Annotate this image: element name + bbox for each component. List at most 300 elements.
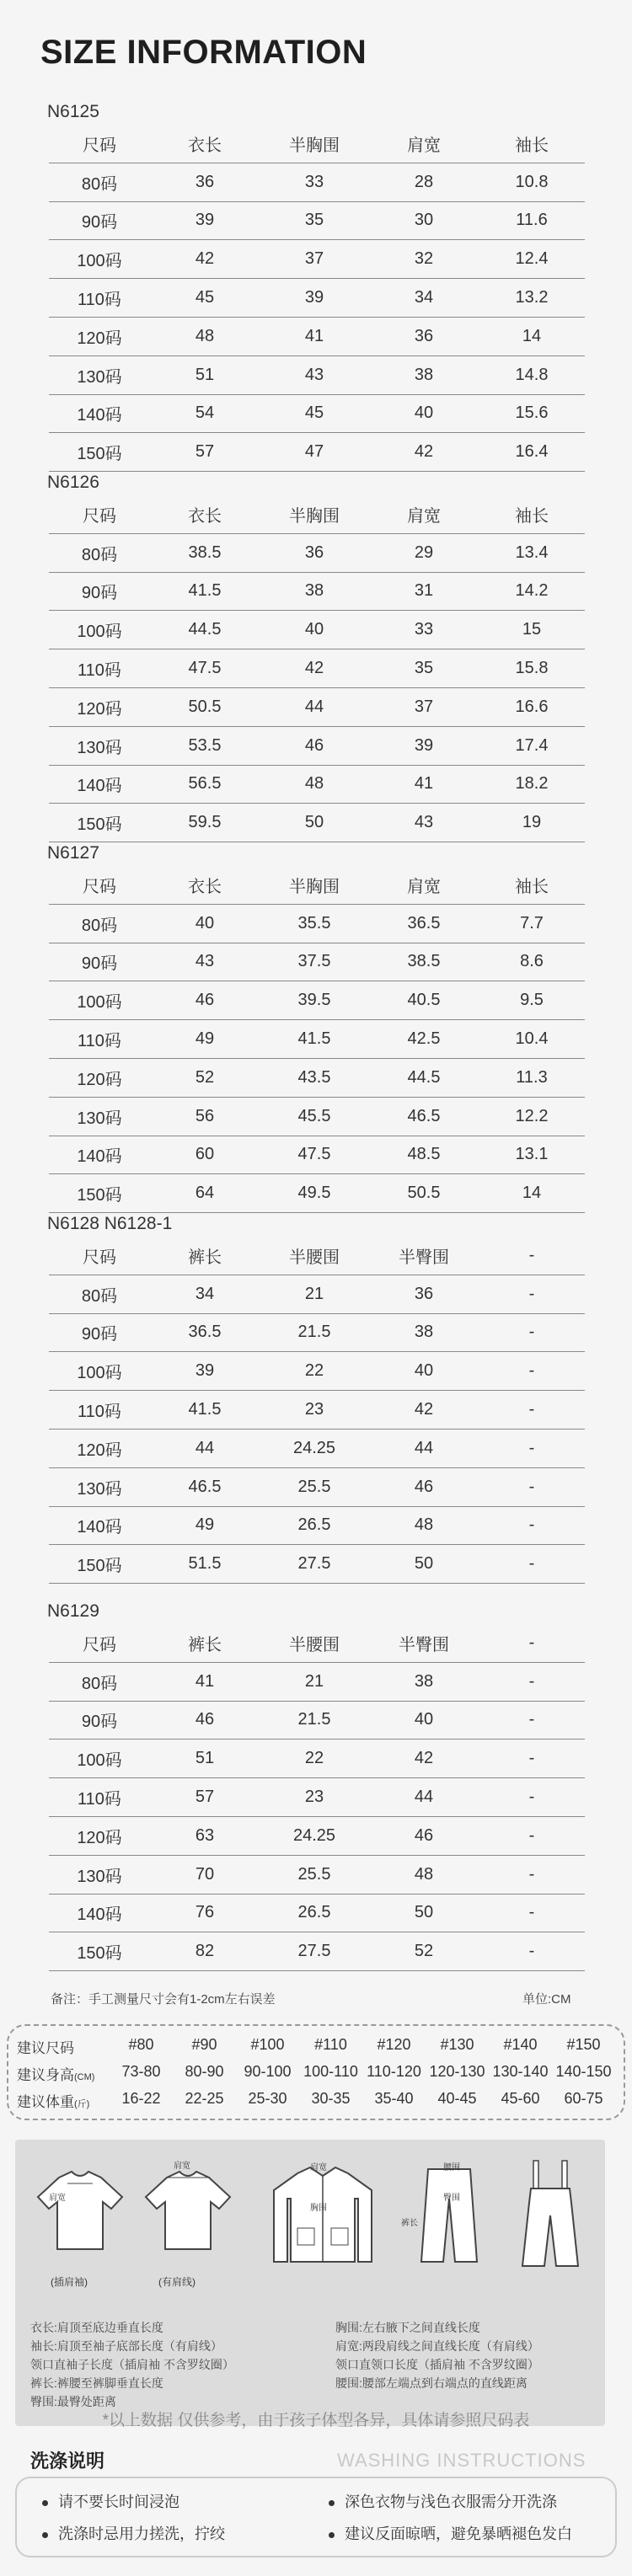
table-cell: 35 (414, 659, 434, 678)
table-cell: 16.4 (515, 442, 549, 462)
table-cell: 35.5 (297, 913, 331, 933)
table-cell: - (528, 1361, 535, 1381)
column-header: - (528, 1245, 535, 1264)
table-cell: 13.1 (515, 1145, 549, 1164)
size-table (49, 99, 585, 472)
table-cell: 57 (195, 1788, 215, 1807)
table-cell: 37 (414, 697, 434, 716)
column-header: 半臀围 (399, 1248, 449, 1267)
recommend-panel (7, 2024, 625, 2120)
recommend-weight: 45-60 (501, 2090, 540, 2107)
table-row (49, 1932, 585, 1971)
table-cell: 14.2 (515, 581, 549, 601)
table-cell: 80码 (81, 545, 118, 564)
table-cell: 49 (195, 1029, 215, 1049)
column-header: 衣长 (188, 877, 222, 896)
table-cell: 120码 (77, 1440, 122, 1460)
overalls-icon (512, 2156, 588, 2274)
table-cell: 38 (304, 581, 324, 601)
table-cell: 30 (414, 211, 434, 230)
recommend-height: 120-130 (429, 2063, 485, 2080)
table-cell: 100码 (77, 993, 122, 1013)
table-row (49, 1352, 585, 1391)
table-row (49, 1468, 585, 1507)
table-cell: 44 (414, 1788, 434, 1807)
table-row (49, 905, 585, 943)
shoulder-label: 肩宽 (310, 2163, 327, 2172)
column-header: 肩宽 (407, 136, 441, 155)
table-cell: 40 (195, 913, 215, 933)
table-row (49, 1856, 585, 1895)
table-cell: 150码 (77, 1944, 122, 1964)
table-cell: 29 (414, 542, 434, 562)
unit-label: 单位:CM (522, 1992, 571, 2007)
size-table (49, 1599, 585, 1971)
table-cell: 64 (195, 1184, 215, 1203)
table-cell: 52 (414, 1942, 434, 1961)
table-cell: 40 (304, 620, 324, 639)
table-cell: 38.5 (407, 952, 441, 971)
table-cell: 130码 (77, 1109, 122, 1128)
table-cell: 80码 (81, 916, 118, 935)
table-cell: - (528, 1788, 535, 1807)
table-cell: 33 (414, 620, 434, 639)
table-cell: 90码 (81, 1325, 118, 1344)
washing-item: 洗涤时忌用力搓洗，拧绞 (42, 2522, 225, 2544)
table-cell: 9.5 (520, 991, 544, 1010)
table-cell: 23 (304, 1400, 324, 1419)
table-cell: 46.5 (188, 1477, 222, 1496)
table-cell: - (528, 1749, 535, 1768)
product-code: N6126 (47, 473, 99, 492)
table-cell: - (528, 1477, 535, 1496)
recommend-size: #80 (128, 2036, 154, 2053)
seam-tshirt-icon (142, 2165, 234, 2266)
column-header: 半臀围 (399, 1635, 449, 1654)
table-cell: - (528, 1400, 535, 1419)
table-row (49, 433, 585, 472)
table-cell: 36 (304, 542, 324, 562)
table-cell: 37 (304, 249, 324, 269)
table-cell: 50 (414, 1554, 434, 1574)
column-header: 半腰围 (289, 1248, 340, 1267)
table-cell: 41.5 (188, 1400, 222, 1419)
table-cell: 43.5 (297, 1067, 331, 1087)
table-cell: - (528, 1284, 535, 1303)
table-cell: 140码 (77, 777, 122, 796)
table-cell: 8.6 (520, 952, 544, 971)
definition-line: 领口直领口长度（插肩袖 不含罗纹圈） (335, 2358, 539, 2371)
table-header-row (49, 1237, 585, 1275)
table-cell: 76 (195, 1903, 215, 1922)
washing-title: 洗涤说明 (30, 2450, 105, 2472)
bullet-icon (329, 2500, 335, 2506)
table-cell: 46 (304, 735, 324, 755)
table-cell: 59.5 (188, 813, 222, 832)
definition-line: 衣长:肩顶至底边垂直长度 (30, 2321, 163, 2334)
table-row (49, 1136, 585, 1175)
table-cell: 18.2 (515, 774, 549, 794)
table-cell: 150码 (77, 815, 122, 835)
table-cell: 110码 (78, 291, 121, 310)
table-row (49, 163, 585, 202)
table-cell: 15 (522, 620, 542, 639)
table-cell: 41 (195, 1671, 215, 1691)
definition-line: 领口直袖子长度（插肩袖 不含罗纹圈） (30, 2358, 234, 2371)
table-cell: - (528, 1515, 535, 1535)
table-cell: 40 (414, 1710, 434, 1729)
table-cell: 50 (414, 1903, 434, 1922)
table-cell: 25.5 (297, 1864, 331, 1884)
table-cell: 10.4 (515, 1029, 549, 1049)
table-row (49, 1702, 585, 1740)
table-cell: 48 (195, 326, 215, 345)
recommend-size: #90 (191, 2036, 217, 2053)
table-cell: 51.5 (188, 1554, 222, 1574)
recommend-size-row (17, 2036, 615, 2057)
table-cell: 46 (195, 1710, 215, 1729)
table-cell: 21 (304, 1284, 324, 1303)
table-row (49, 1507, 585, 1546)
table-cell: 140码 (77, 406, 122, 425)
column-header: 尺码 (83, 1635, 116, 1654)
table-cell: 90码 (81, 213, 118, 232)
measurement-note: 备注：手工测量尺寸会有1-2cm左右误差 (51, 1992, 276, 2007)
table-row (49, 395, 585, 434)
table-row (49, 1545, 585, 1584)
table-cell: 38 (414, 1323, 434, 1342)
measurement-diagram (15, 2140, 605, 2426)
table-row (49, 1663, 585, 1702)
washing-item: 请不要长时间浸泡 (42, 2490, 179, 2512)
table-cell: 49 (195, 1515, 215, 1535)
table-cell: 90码 (81, 584, 118, 603)
table-row (49, 727, 585, 766)
table-cell: 50.5 (188, 697, 222, 716)
table-cell: 110码 (78, 1790, 121, 1809)
table-row (49, 318, 585, 356)
table-cell: 150码 (77, 1557, 122, 1576)
table-cell: 40 (414, 1361, 434, 1381)
table-cell: 56 (195, 1106, 215, 1125)
recommend-height: 140-150 (555, 2063, 612, 2080)
column-header: 尺码 (83, 877, 116, 896)
column-header: 袖长 (515, 506, 549, 526)
table-cell: 82 (195, 1942, 215, 1961)
product-code: N6129 (47, 1601, 99, 1621)
table-cell: - (528, 1554, 535, 1574)
table-row (49, 356, 585, 395)
table-cell: - (528, 1438, 535, 1457)
column-header: 袖长 (515, 136, 549, 155)
table-header-row (49, 125, 585, 163)
table-cell: 36.5 (407, 913, 441, 933)
recommend-weight: 22-25 (185, 2090, 224, 2107)
table-cell: 63 (195, 1825, 215, 1845)
column-header: 衣长 (188, 506, 222, 526)
recommend-height: 100-110 (303, 2063, 358, 2080)
table-cell: 28 (414, 172, 434, 191)
washing-item: 建议反面晾晒，避免暴晒褪色发白 (329, 2522, 572, 2544)
table-cell: 45.5 (297, 1106, 331, 1125)
table-cell: 53.5 (188, 735, 222, 755)
table-cell: 80码 (81, 1674, 118, 1693)
bullet-icon (329, 2532, 335, 2538)
table-cell: 40 (414, 404, 434, 423)
recommend-weight: 40-45 (437, 2090, 477, 2107)
table-cell: 54 (195, 404, 215, 423)
table-cell: 34 (414, 288, 434, 307)
washing-item: 深色衣物与浅色衣服需分开洗涤 (329, 2490, 557, 2512)
table-row (49, 202, 585, 241)
table-cell: 100码 (77, 252, 122, 271)
table-cell: 38 (414, 365, 434, 384)
recommend-height: 110-120 (367, 2063, 421, 2080)
bullet-icon (42, 2532, 48, 2538)
table-cell: 12.2 (515, 1106, 549, 1125)
table-cell: 21 (304, 1671, 324, 1691)
table-cell: 17.4 (515, 735, 549, 755)
recommend-size: #100 (250, 2036, 285, 2053)
table-row (49, 1391, 585, 1430)
recommend-height: 90-100 (244, 2063, 292, 2080)
chest-label: 胸围 (310, 2204, 327, 2213)
table-cell: 100码 (77, 1751, 122, 1771)
table-cell: 36 (414, 1284, 434, 1303)
recommend-weight: 25-30 (248, 2090, 287, 2107)
table-cell: 41.5 (297, 1029, 331, 1049)
table-cell: 13.4 (515, 542, 549, 562)
recommend-size: #120 (377, 2036, 411, 2053)
table-cell: 100码 (77, 1364, 122, 1383)
column-header: 半胸围 (289, 877, 340, 896)
table-cell: 21.5 (297, 1710, 331, 1729)
table-cell: 44 (414, 1438, 434, 1457)
table-cell: 36 (414, 326, 434, 345)
recommend-height-row (17, 2063, 615, 2084)
table-header-row (49, 1624, 585, 1663)
table-cell: - (528, 1323, 535, 1342)
bullet-icon (42, 2500, 48, 2506)
table-cell: 80码 (81, 174, 118, 194)
table-cell: 32 (414, 249, 434, 269)
size-table (49, 470, 585, 842)
definitions-left (30, 2318, 234, 2411)
hip-label: 臀围 (443, 2194, 460, 2203)
table-row (49, 611, 585, 649)
table-cell: 48 (414, 1864, 434, 1884)
table-cell: 42 (414, 1400, 434, 1419)
table-row (49, 534, 585, 573)
table-row (49, 1778, 585, 1817)
table-cell: 22 (304, 1749, 324, 1768)
table-row (49, 1740, 585, 1778)
table-cell: 43 (304, 365, 324, 384)
table-row (49, 1098, 585, 1136)
table-cell: 7.7 (520, 913, 544, 933)
column-header: 裤长 (188, 1248, 222, 1267)
table-cell: 150码 (77, 1186, 122, 1205)
table-row (49, 1275, 585, 1314)
table-cell: 16.6 (515, 697, 549, 716)
column-header: 肩宽 (407, 877, 441, 896)
table-cell: 14 (522, 1184, 542, 1203)
recommend-weight: 60-75 (564, 2090, 603, 2107)
table-cell: 57 (195, 442, 215, 462)
table-cell: 19 (522, 813, 542, 832)
table-cell: 25.5 (297, 1477, 331, 1496)
column-header: 肩宽 (407, 506, 441, 526)
table-cell: 15.8 (515, 659, 549, 678)
table-cell: 44 (304, 697, 324, 716)
table-cell: 47.5 (297, 1145, 331, 1164)
table-cell: 10.8 (515, 172, 549, 191)
column-header: 衣长 (188, 136, 222, 155)
table-cell: 46 (195, 991, 215, 1010)
table-cell: 90码 (81, 954, 118, 974)
column-header: 裤长 (188, 1635, 222, 1654)
size-table (49, 841, 585, 1213)
table-cell: 130码 (77, 738, 122, 757)
recommend-weight-row (17, 2090, 615, 2111)
table-cell: 34 (195, 1284, 215, 1303)
recommend-height: 80-90 (185, 2063, 224, 2080)
recommend-height: 130-140 (492, 2063, 549, 2080)
table-cell: 130码 (77, 1867, 122, 1886)
table-cell: 24.25 (292, 1438, 336, 1457)
table-cell: - (528, 1825, 535, 1845)
table-cell: 44 (195, 1438, 215, 1457)
washing-box (15, 2477, 617, 2557)
table-cell: 27.5 (297, 1942, 331, 1961)
table-cell: 21.5 (297, 1323, 331, 1342)
definition-line: 肩宽:两段肩线之间直线长度（有肩线） (335, 2339, 539, 2353)
table-row (49, 1174, 585, 1213)
table-cell: 14 (522, 326, 542, 345)
column-header: 尺码 (83, 136, 116, 155)
table-cell: 35 (304, 211, 324, 230)
table-cell: 140码 (77, 1518, 122, 1537)
table-cell: 45 (304, 404, 324, 423)
table-cell: 42 (195, 249, 215, 269)
column-header: 半胸围 (289, 136, 340, 155)
definition-line: 臀围:最臀处距离 (30, 2395, 116, 2408)
table-cell: 140码 (77, 1147, 122, 1167)
recommend-weight: 30-35 (311, 2090, 351, 2107)
table-cell: 31 (414, 581, 434, 601)
table-header-row (49, 866, 585, 905)
definition-line: 裤长:裤腰至裤脚垂直长度 (30, 2376, 163, 2390)
table-cell: 44.5 (188, 620, 222, 639)
column-header: 半胸围 (289, 506, 340, 526)
table-cell: 42 (414, 442, 434, 462)
table-cell: 46 (414, 1477, 434, 1496)
table-cell: 44.5 (407, 1067, 441, 1087)
product-code: N6128 N6128-1 (47, 1214, 173, 1233)
shoulder-label: 肩宽 (174, 2162, 190, 2171)
product-code: N6125 (47, 102, 99, 121)
table-row (49, 981, 585, 1020)
column-header: 尺码 (83, 506, 116, 526)
recommend-size: #130 (440, 2036, 474, 2053)
column-header: 袖长 (515, 877, 549, 896)
table-cell: 38 (414, 1671, 434, 1691)
table-row (49, 688, 585, 727)
seam-caption: (有肩线) (158, 2276, 195, 2288)
table-cell: 15.6 (515, 404, 549, 423)
table-cell: 13.2 (515, 288, 549, 307)
table-cell: 110码 (78, 661, 121, 681)
table-cell: 50 (304, 813, 324, 832)
table-cell: 46 (414, 1825, 434, 1845)
table-row (49, 240, 585, 279)
table-header-row (49, 495, 585, 534)
table-cell: 120码 (77, 329, 122, 348)
table-cell: 42 (304, 659, 324, 678)
table-cell: 41 (304, 326, 324, 345)
table-cell: 56.5 (188, 774, 222, 794)
table-cell: 70 (195, 1864, 215, 1884)
table-cell: 11.3 (516, 1067, 548, 1087)
table-cell: 37.5 (297, 952, 331, 971)
table-cell: 39 (195, 1361, 215, 1381)
table-cell: 39 (304, 288, 324, 307)
table-cell: 36 (195, 172, 215, 191)
table-cell: 24.25 (292, 1825, 336, 1845)
page-title: SIZE INFORMATION (40, 34, 367, 71)
recommend-height-label: 建议身高(CM) (17, 2067, 95, 2083)
recommend-weight: 35-40 (374, 2090, 414, 2107)
table-cell: - (528, 1864, 535, 1884)
table-row (49, 573, 585, 612)
table-cell: 39 (414, 735, 434, 755)
table-cell: 27.5 (297, 1554, 331, 1574)
table-cell: 43 (414, 813, 434, 832)
waist-label: 腰围 (443, 2163, 460, 2172)
table-cell: 52 (195, 1067, 215, 1087)
table-cell: 33 (304, 172, 324, 191)
table-cell: 47 (304, 442, 324, 462)
table-cell: 14.8 (515, 365, 549, 384)
definition-line: 腰围:腰部左端点到右端点的直线距离 (335, 2376, 528, 2390)
table-row (49, 1059, 585, 1098)
table-cell: 50.5 (407, 1184, 441, 1203)
table-row (49, 804, 585, 842)
recommend-weight-label: 建议体重(斤) (17, 2094, 90, 2110)
table-row (49, 1430, 585, 1468)
table-cell: 48.5 (407, 1145, 441, 1164)
table-cell: 22 (304, 1361, 324, 1381)
disclaimer: *以上数据 仅供参考，由于孩子体型各异，具体请参照尺码表 (102, 2412, 530, 2429)
raglan-tshirt-icon (34, 2165, 126, 2266)
table-cell: - (528, 1710, 535, 1729)
table-cell: 23 (304, 1788, 324, 1807)
raglan-caption: (插肩袖) (51, 2276, 88, 2288)
table-cell: 110码 (78, 1403, 121, 1422)
table-cell: 130码 (77, 367, 122, 387)
table-cell: 51 (195, 1749, 215, 1768)
definition-line: 胸围:左右腋下之间直线长度 (335, 2321, 480, 2334)
table-row (49, 279, 585, 318)
column-header: 半腰围 (289, 1635, 340, 1654)
table-cell: 45 (195, 288, 215, 307)
table-cell: 26.5 (297, 1903, 331, 1922)
table-cell: 100码 (77, 623, 122, 642)
table-cell: 48 (414, 1515, 434, 1535)
recommend-size: #140 (503, 2036, 538, 2053)
recommend-size-label: 建议尺码 (17, 2040, 74, 2056)
shoulder-label: 肩宽 (49, 2194, 66, 2203)
